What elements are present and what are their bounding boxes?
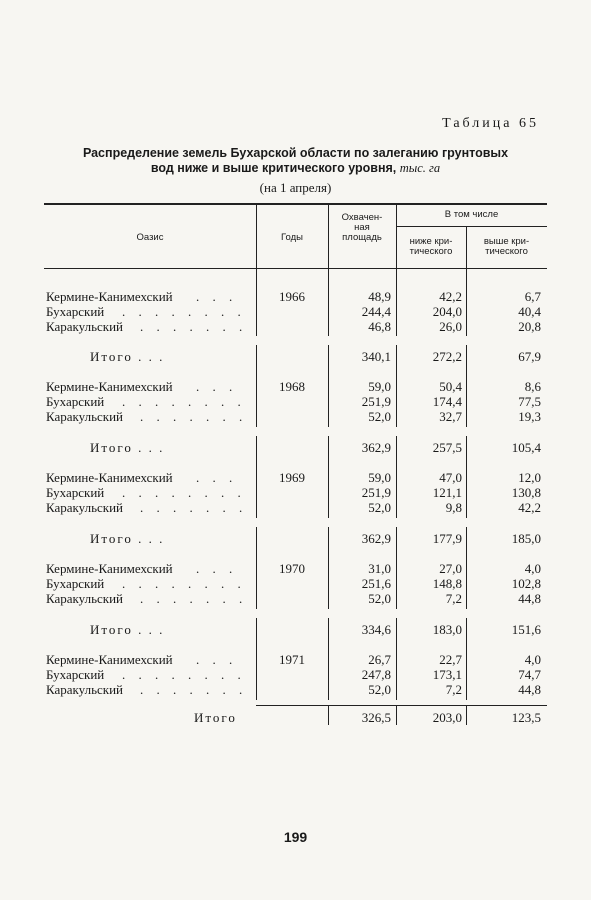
above-value: 40,4 [518,304,541,319]
area-value: 31,0 [368,561,391,576]
leader-dots: . . . . . . . [140,591,248,606]
column-rule [256,269,257,336]
leader-dots: . . . [196,289,238,304]
above-value: 151,6 [511,622,541,637]
column-rule [396,345,397,427]
above-value: 130,8 [511,485,541,500]
column-rule [396,436,397,518]
above-value: 105,4 [511,440,541,455]
year-cell: 1966 [279,289,305,304]
header-below-critical: ниже кри- тического [409,236,453,257]
header-column-rule [256,203,257,269]
oasis-label: Каракульский [46,682,124,697]
area-value: 251,9 [361,485,391,500]
below-value: 204,0 [432,304,462,319]
column-rule [466,345,467,427]
area-value: 59,0 [368,470,391,485]
column-rule [466,269,467,336]
column-rule [256,436,257,518]
area-value: 326,5 [361,710,391,725]
above-value: 44,8 [518,682,541,697]
column-rule [256,527,257,609]
oasis-label: Бухарский [46,394,105,409]
column-rule [466,527,467,609]
column-rule [396,618,397,700]
table-subtitle: (на 1 апреля) [259,180,332,195]
top-rule [44,203,547,205]
header-column-rule [466,226,467,269]
column-rule [328,436,329,518]
below-value: 121,1 [432,485,462,500]
above-value: 42,2 [518,500,541,515]
column-rule [396,705,397,725]
total-row-label: Итого . . . [90,349,165,364]
oasis-label: Бухарский [46,667,105,682]
leader-dots: . . . . . . . [140,682,248,697]
below-value: 50,4 [439,379,462,394]
header-years: Годы [281,232,303,243]
table-title [40,146,551,176]
oasis-label: Бухарский [46,304,105,319]
above-value: 4,0 [524,652,541,667]
above-value: 20,8 [518,319,541,334]
oasis-label: Каракульский [46,500,124,515]
below-value: 42,2 [439,289,462,304]
column-rule [256,618,257,700]
oasis-label: Каракульский [46,409,124,424]
column-rule [328,618,329,700]
leader-dots: . . . . . . . . [122,485,246,500]
above-value: 8,6 [524,379,541,394]
oasis-label: Каракульский [46,591,124,606]
data-table [44,203,547,728]
oasis-label: Каракульский [46,319,124,334]
above-value: 185,0 [511,531,541,546]
column-rule [328,705,329,725]
including-rule [396,226,547,227]
leader-dots: . . . [196,470,238,485]
oasis-label: Кермине-Канимехский [46,289,173,304]
leader-dots: . . . [196,561,238,576]
column-rule [328,269,329,336]
area-value: 52,0 [368,500,391,515]
below-value: 26,0 [439,319,462,334]
total-row-label: Итого . . . [90,531,165,546]
area-value: 244,4 [361,304,391,319]
area-value: 251,6 [361,576,391,591]
header-bottom-rule [44,268,547,269]
below-value: 9,8 [445,500,462,515]
area-value: 59,0 [368,379,391,394]
column-rule [466,618,467,700]
above-value: 74,7 [518,667,541,682]
area-value: 251,9 [361,394,391,409]
year-cell: 1971 [279,652,305,667]
title-line-1: Распределение земель Бухарской области по залеганию грунтовых [82,146,509,160]
below-value: 7,2 [445,591,462,606]
column-rule [396,527,397,609]
leader-dots: . . . [196,652,238,667]
header-oasis: Оазис [136,232,164,243]
area-value: 26,7 [368,652,391,667]
area-value: 362,9 [361,531,391,546]
above-value: 102,8 [511,576,541,591]
oasis-label: Кермине-Канимехский [46,470,173,485]
area-value: 46,8 [368,319,391,334]
oasis-label: Бухарский [46,576,105,591]
oasis-label: Бухарский [46,485,105,500]
leader-dots: . . . . . . . . [122,667,246,682]
below-value: 7,2 [445,682,462,697]
header-including: В том числе [444,209,499,220]
below-value: 22,7 [439,652,462,667]
below-value: 177,9 [432,531,462,546]
leader-dots: . . . . . . . [140,319,248,334]
above-value: 6,7 [524,289,541,304]
above-value: 123,5 [511,710,541,725]
below-value: 32,7 [439,409,462,424]
column-rule [466,436,467,518]
below-value: 203,0 [432,710,462,725]
area-value: 52,0 [368,591,391,606]
area-value: 340,1 [361,349,391,364]
above-value: 12,0 [518,470,541,485]
above-value: 44,8 [518,591,541,606]
oasis-label: Кермине-Канимехский [46,652,173,667]
header-column-rule [396,203,397,269]
below-value: 173,1 [432,667,462,682]
header-column-rule [328,203,329,269]
oasis-label: Кермине-Канимехский [46,561,173,576]
below-value: 174,4 [432,394,462,409]
area-value: 247,8 [361,667,391,682]
year-cell: 1969 [279,470,305,485]
year-cell: 1968 [279,379,305,394]
area-value: 362,9 [361,440,391,455]
header-covered-area: Охвачен- ная площадь [341,212,383,243]
total-row-label: Итого . . . [90,622,165,637]
above-value: 4,0 [524,561,541,576]
below-value: 272,2 [432,349,462,364]
area-value: 48,9 [368,289,391,304]
leader-dots: . . . . . . . . [122,394,246,409]
column-rule [466,705,467,725]
area-value: 52,0 [368,409,391,424]
title-unit: тыс. га [399,161,441,175]
leader-dots: . . . . . . . [140,409,248,424]
column-rule [328,345,329,427]
title-line-2: вод ниже и выше критического уровня, тыс. га [150,161,441,175]
above-value: 77,5 [518,394,541,409]
column-rule [328,527,329,609]
above-value: 19,3 [518,409,541,424]
leader-dots: . . . . . . . [140,500,248,515]
page-number: 199 [283,829,308,845]
oasis-label: Кермине-Канимехский [46,379,173,394]
year-cell: 1970 [279,561,305,576]
total-row-label: Итого . . . [90,440,165,455]
table-number: Таблица 65 [442,116,539,131]
above-value: 67,9 [518,349,541,364]
final-total-rule [256,705,547,706]
leader-dots: . . . . . . . . [122,576,246,591]
below-value: 257,5 [432,440,462,455]
area-value: 52,0 [368,682,391,697]
leader-dots: . . . . . . . . [122,304,246,319]
below-value: 183,0 [432,622,462,637]
below-value: 27,0 [439,561,462,576]
column-rule [396,269,397,336]
header-above-critical: выше кри- тического [483,236,530,257]
column-rule [256,345,257,427]
leader-dots: . . . [196,379,238,394]
below-value: 148,8 [432,576,462,591]
below-value: 47,0 [439,470,462,485]
total-row-label: Итого [194,710,237,725]
area-value: 334,6 [361,622,391,637]
